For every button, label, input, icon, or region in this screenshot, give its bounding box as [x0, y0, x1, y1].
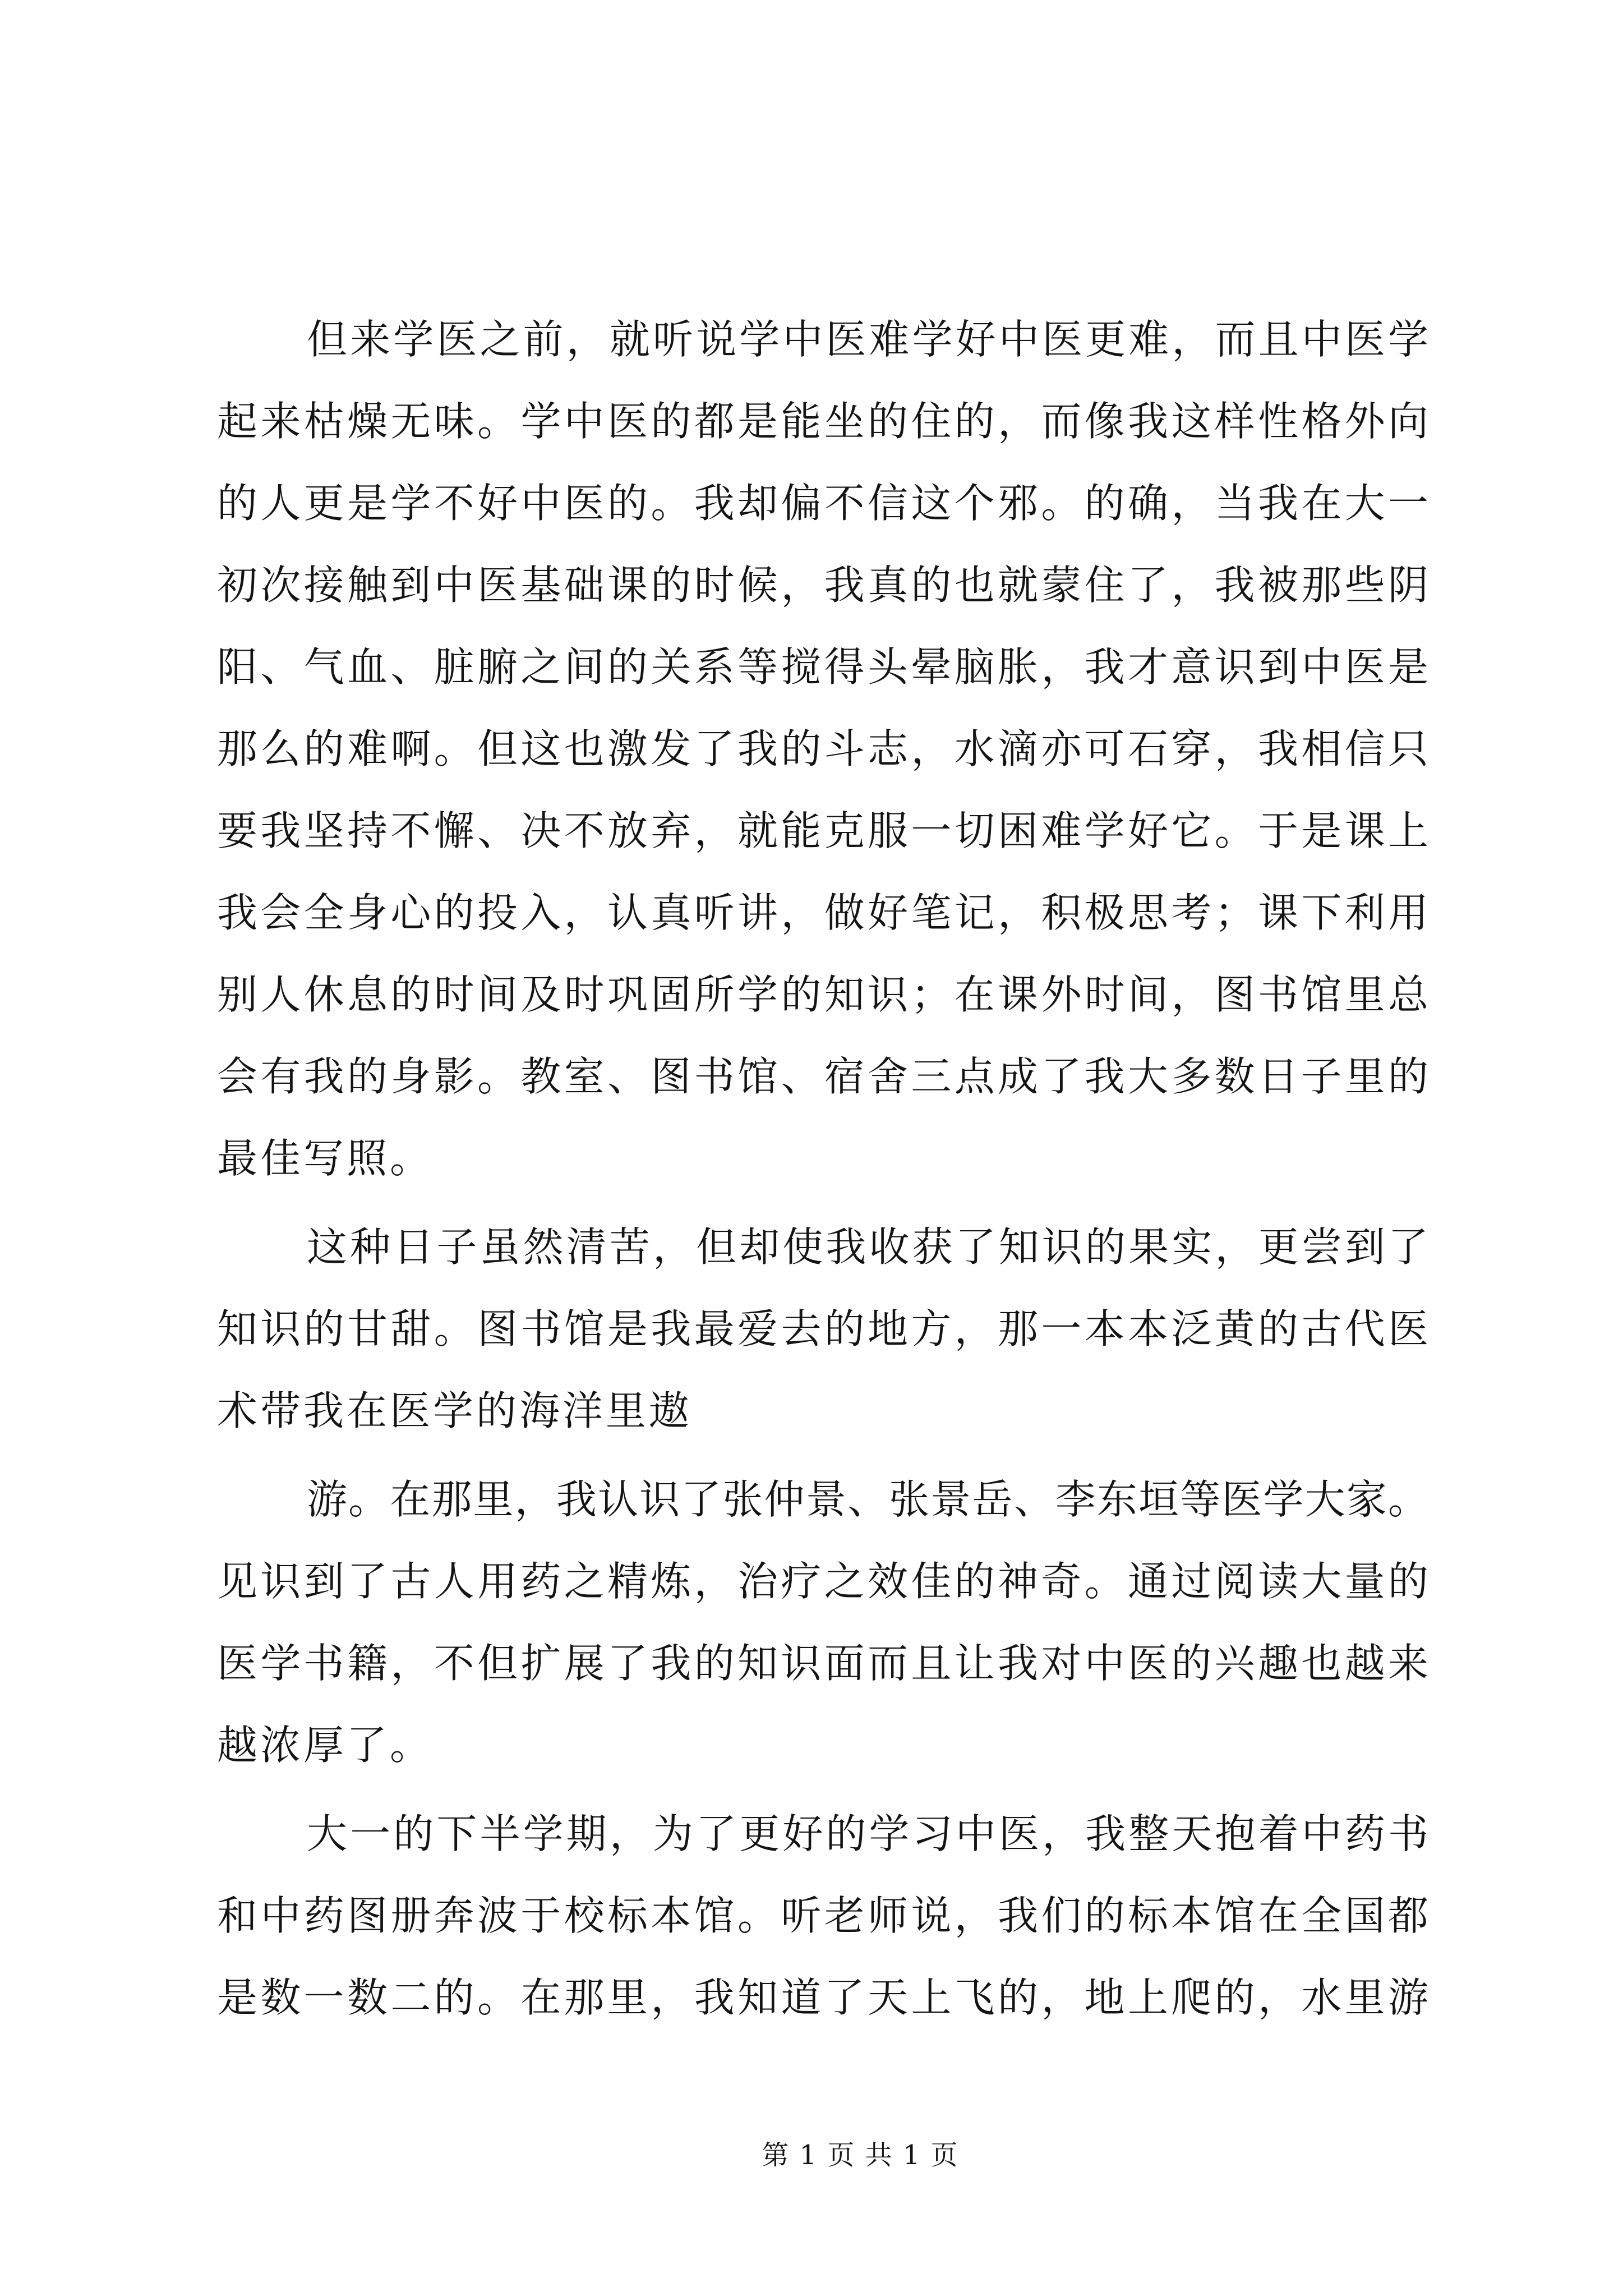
text-line: 阳、气血、脏腑之间的关系等搅得头晕脑胀，我才意识到中医是 — [217, 643, 1428, 691]
paragraph — [217, 1793, 1428, 2039]
text-line: 见识到了古人用药之精炼，治疗之效佳的神奇。通过阅读大量的 — [217, 1558, 1428, 1605]
text-line: 这种日子虽然清苦，但却使我收获了知识的果实，更尝到了 — [307, 1223, 1428, 1271]
text-line: 别人休息的时间及时巩固所学的知识；在课外时间，图书馆里总 — [217, 971, 1428, 1018]
text-line: 越浓厚了。 — [217, 1722, 434, 1769]
text-line: 会有我的身影。教室、图书馆、宿舍三点成了我大多数日子里的 — [217, 1053, 1428, 1100]
text-line: 知识的甘甜。图书馆是我最爱去的地方，那一本本泛黄的古代医 — [217, 1305, 1428, 1352]
text-line: 的人更是学不好中医的。我却偏不信这个邪。的确，当我在大一 — [217, 480, 1428, 527]
text-line: 初次接触到中医基础课的时候，我真的也就蒙住了，我被那些阴 — [217, 562, 1428, 609]
text-line: 医学书籍，不但扩展了我的知识面而且让我对中医的兴趣也越来 — [217, 1640, 1428, 1687]
paragraph — [217, 298, 1428, 1199]
text-line: 和中药图册奔波于校标本馆。听老师说，我们的标本馆在全国都 — [217, 1892, 1428, 1939]
page-footer: 第 1 页 共 1 页 — [762, 2139, 958, 2171]
text-line: 起来枯燥无味。学中医的都是能坐的住的，而像我这样性格外向 — [217, 398, 1428, 445]
text-line: 是数一数二的。在那里，我知道了天上飞的，地上爬的，水里游 — [217, 1974, 1428, 2021]
paragraph — [217, 1206, 1428, 1452]
text-line: 但来学医之前，就听说学中医难学好中医更难，而且中医学 — [307, 316, 1428, 363]
text-line: 游。在那里，我认识了张仲景、张景岳、李东垣等医学大家。 — [307, 1476, 1428, 1523]
text-line: 要我坚持不懈、决不放弃，就能克服一切困难学好它。于是课上 — [217, 807, 1428, 854]
text-line: 那么的难啊。但这也激发了我的斗志，水滴亦可石穿，我相信只 — [217, 725, 1428, 772]
paragraph — [217, 1458, 1428, 1786]
text-line: 大一的下半学期，为了更好的学习中医，我整天抱着中药书 — [307, 1810, 1428, 1857]
body-text — [217, 298, 1428, 2045]
text-line: 最佳写照。 — [217, 1135, 434, 1182]
text-line: 我会全身心的投入，认真听讲，做好笔记，积极思考；课下利用 — [217, 889, 1428, 936]
text-line: 术带我在医学的海洋里遨 — [217, 1387, 693, 1434]
